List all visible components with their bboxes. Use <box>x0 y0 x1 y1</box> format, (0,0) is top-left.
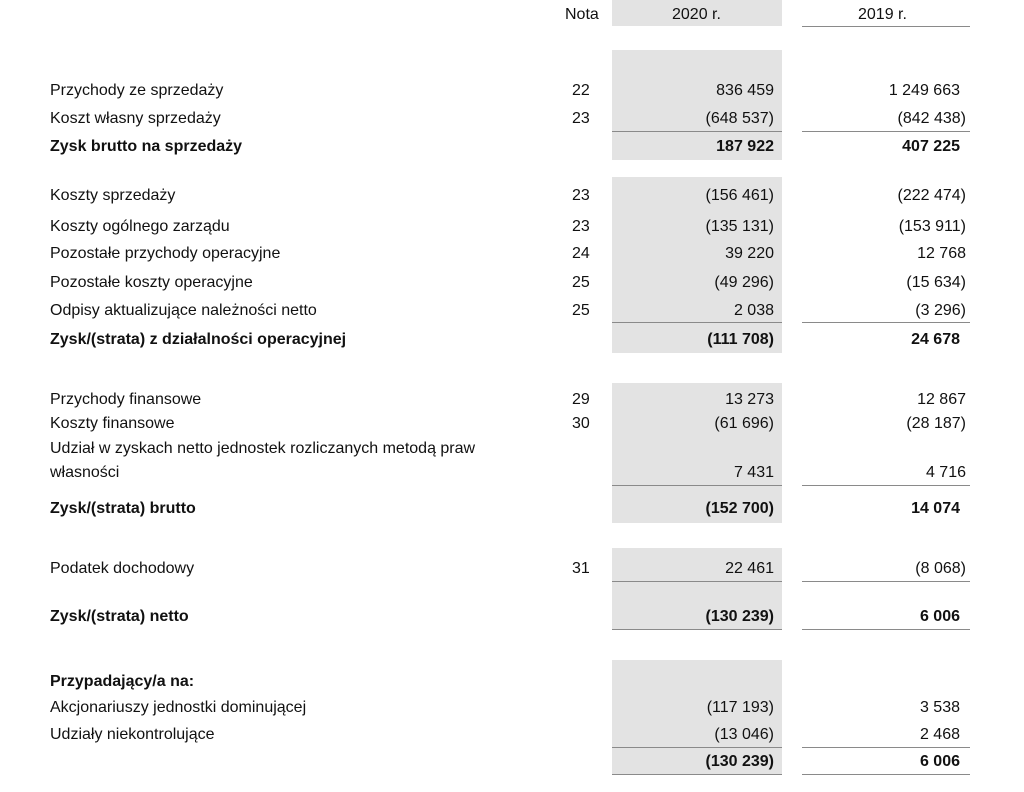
row-label: Pozostałe koszty operacyjne <box>50 274 253 291</box>
row-value-2020: (49 296) <box>714 274 774 291</box>
row-label: Udziały niekontrolujące <box>50 726 215 743</box>
header-2019: 2019 r. <box>858 6 907 23</box>
row-label: Koszty sprzedaży <box>50 187 176 204</box>
row-label: Zysk/(strata) brutto <box>50 500 196 517</box>
rule-2019 <box>802 629 970 630</box>
row-label: Odpisy aktualizujące należności netto <box>50 302 317 319</box>
row-label: Podatek dochodowy <box>50 560 195 577</box>
rule-2020 <box>612 747 782 748</box>
row-value-2019: (842 438) <box>897 110 966 127</box>
row-note: 23 <box>572 187 590 204</box>
row-note: 30 <box>572 415 590 432</box>
row-value-2020: 187 922 <box>716 138 774 155</box>
rule-2020 <box>612 774 782 775</box>
row-value-2019: 2 468 <box>919 726 960 743</box>
row-value-2020: (135 131) <box>705 218 774 235</box>
row-value-2020: 2 038 <box>733 302 774 319</box>
row-value-2019: 3 538 <box>919 699 960 716</box>
row-label: Zysk/(strata) z działalności operacyjnej <box>50 331 347 348</box>
row-value-2020: (130 239) <box>705 753 774 770</box>
row-value-2020: 22 461 <box>725 560 774 577</box>
row-note: 31 <box>572 560 590 577</box>
row-label-continued: własności <box>50 464 120 481</box>
header-nota: Nota <box>565 6 599 23</box>
row-note: 23 <box>572 218 590 235</box>
row-value-2019: (153 911) <box>898 218 966 235</box>
row-label: Zysk brutto na sprzedaży <box>50 138 243 155</box>
header-2020: 2020 r. <box>672 6 721 23</box>
rule-2019 <box>802 485 970 486</box>
row-label: Przychody ze sprzedaży <box>50 82 224 99</box>
row-value-2020: (130 239) <box>705 608 774 625</box>
row-value-2020: (152 700) <box>705 500 774 517</box>
rule-2020 <box>612 629 782 630</box>
rule-2020 <box>612 485 782 486</box>
row-note: 24 <box>572 245 590 262</box>
row-label: Koszty finansowe <box>50 415 175 432</box>
row-value-2020: (13 046) <box>714 726 774 743</box>
row-note: 23 <box>572 110 590 127</box>
row-label: Udział w zyskach netto jednostek rozliczanych metodą praw <box>50 440 476 457</box>
row-label: Akcjonariuszy jednostki dominującej <box>50 699 307 716</box>
row-label: Koszt własny sprzedaży <box>50 110 221 127</box>
rule-2020 <box>612 581 782 582</box>
row-value-2020: (648 537) <box>705 110 774 127</box>
row-value-2019: 1 249 663 <box>888 82 960 99</box>
row-label: Przypadający/a na: <box>50 673 195 690</box>
row-value-2019: (222 474) <box>897 187 966 204</box>
row-label: Przychody finansowe <box>50 391 202 408</box>
row-value-2019: 4 716 <box>925 464 966 481</box>
row-label: Zysk/(strata) netto <box>50 608 189 625</box>
row-note: 25 <box>572 302 590 319</box>
row-value-2019: 24 678 <box>911 331 960 348</box>
row-value-2020: 13 273 <box>725 391 774 408</box>
row-value-2020: (117 193) <box>706 699 774 716</box>
row-value-2019: (3 296) <box>915 302 966 319</box>
row-label: Pozostałe przychody operacyjne <box>50 245 281 262</box>
row-value-2019: 6 006 <box>919 608 960 625</box>
rule-2019 <box>802 747 970 748</box>
row-value-2020: 836 459 <box>716 82 774 99</box>
rule-2019 <box>802 322 970 323</box>
row-value-2019: (8 068) <box>915 560 966 577</box>
row-value-2020: (156 461) <box>705 187 774 204</box>
row-value-2020: 39 220 <box>725 245 774 262</box>
row-value-2020: 7 431 <box>733 464 774 481</box>
row-value-2019: 407 225 <box>902 138 960 155</box>
rule-2019 <box>802 774 970 775</box>
row-value-2019: (15 634) <box>906 274 966 291</box>
row-note: 29 <box>572 391 590 408</box>
row-value-2019: 14 074 <box>911 500 960 517</box>
row-value-2020: (111 708) <box>707 331 774 348</box>
rule-2020 <box>612 131 782 132</box>
row-value-2019: 12 867 <box>917 391 966 408</box>
row-value-2020: (61 696) <box>714 415 774 432</box>
row-value-2019: 12 768 <box>917 245 966 262</box>
row-value-2019: 6 006 <box>919 753 960 770</box>
header-2019-underline <box>802 26 970 27</box>
rule-2019 <box>802 581 970 582</box>
row-note: 25 <box>572 274 590 291</box>
row-value-2019: (28 187) <box>906 415 966 432</box>
rule-2019 <box>802 131 970 132</box>
rule-2020 <box>612 322 782 323</box>
row-note: 22 <box>572 82 590 99</box>
row-label: Koszty ogólnego zarządu <box>50 218 230 235</box>
